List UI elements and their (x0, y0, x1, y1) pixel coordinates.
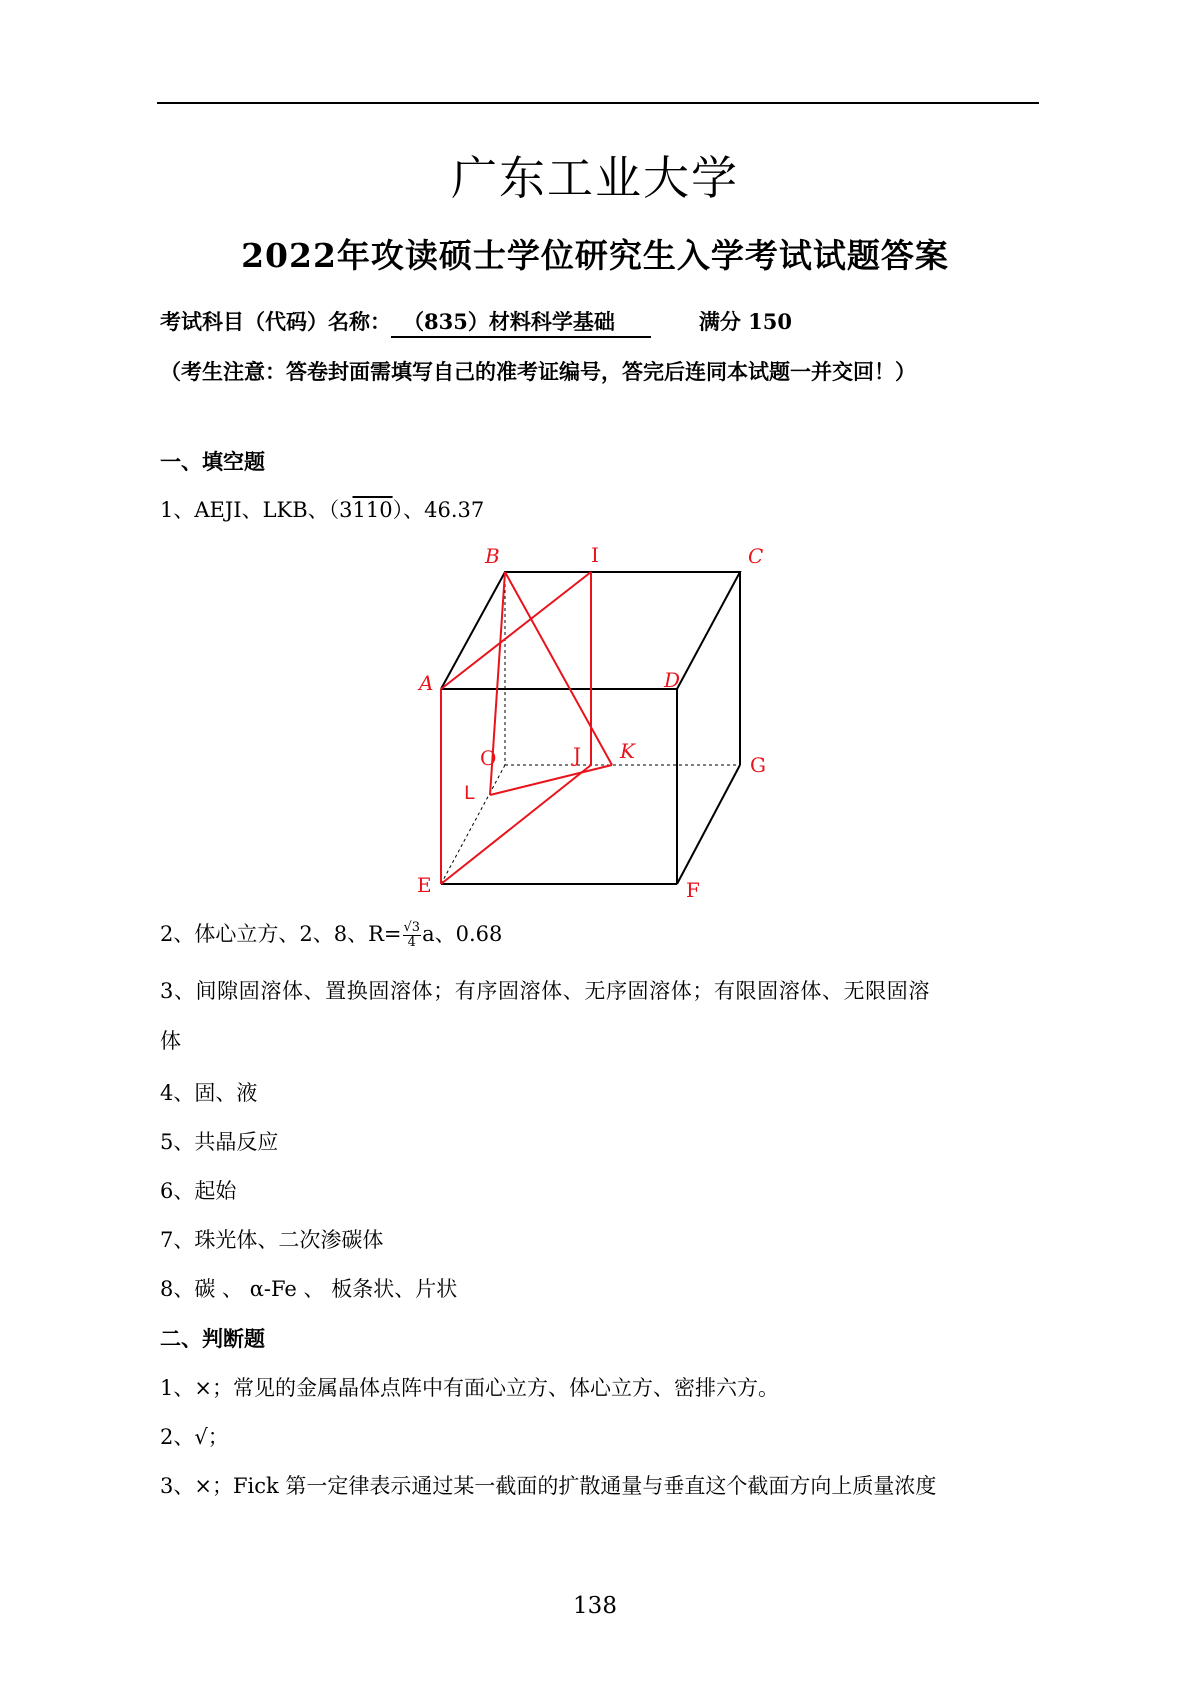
answer-1-1 (160, 494, 484, 524)
label-a: A (419, 671, 434, 695)
answer-1-5: 5、共晶反应 (160, 1130, 279, 1154)
fraction-sqrt3-over-4 (403, 921, 422, 950)
section-heading-true-false: 二、判断题 (160, 1326, 265, 1351)
answer-1-2 (160, 918, 502, 950)
answer-1-8: 8、碳 、 α-Fe 、 板条状、片状 (160, 1277, 458, 1301)
subject-score: 满分 150 (698, 309, 792, 334)
label-c: C (748, 544, 764, 568)
exam-notice: （考生注意：答卷封面需填写自己的准考证编号，答完后连同本试题一并交回！） (160, 359, 916, 384)
plane-edge-ai (441, 572, 591, 689)
label-i: I (591, 543, 599, 567)
label-l: L (464, 782, 475, 804)
cube-bottom-right-edge (677, 765, 740, 884)
answer-1-4: 4、固、液 (160, 1081, 258, 1105)
answer-2-1: 1、×；常见的金属晶体点阵中有面心立方、体心立方、密排六方。 (160, 1376, 779, 1400)
answer-1-2-prefix: 2、体心立方、2、8、R= (160, 922, 402, 946)
page-subtitle: 2022年攻读硕士学位研究生入学考试试题答案 (241, 236, 949, 275)
subject-label: 考试科目（代码）名称： (160, 309, 391, 334)
page-number: 138 (573, 1593, 617, 1619)
label-d: D (664, 668, 681, 692)
plane-edge-lk (490, 765, 612, 795)
answer-1-7: 7、珠光体、二次渗碳体 (160, 1228, 384, 1252)
label-b: B (485, 544, 500, 568)
section-heading-fill-blank: 一、填空题 (160, 449, 265, 474)
answer-2-3: 3、×；Fick 第一定律表示通过某一截面的扩散通量与垂直这个截面方向上质量浓度 (160, 1474, 937, 1498)
subject-value: （835）材料科学基础 (391, 306, 651, 338)
fraction-denominator: 4 (407, 935, 416, 950)
page-title: 广东工业大学 (451, 151, 739, 205)
answer-1-3 (160, 966, 1040, 1066)
fraction-numerator: √3 (403, 920, 421, 935)
plane-edge-bk (505, 572, 612, 765)
answer-1-6: 6、起始 (160, 1179, 237, 1203)
answer-1-3-line1: 3、间隙固溶体、置换固溶体；有序固溶体、无序固溶体；有限固溶体、无限固溶 (160, 979, 930, 1003)
label-o: O (480, 746, 497, 770)
top-rule (157, 102, 1039, 104)
answer-1-3-line2: 体 (160, 1029, 182, 1053)
label-g: G (750, 753, 766, 777)
label-f: F (686, 878, 700, 900)
label-j: J (573, 743, 582, 767)
subject-line (160, 306, 792, 338)
label-k: K (620, 739, 635, 763)
answer-2-2: 2、√； (160, 1425, 229, 1449)
answer-1-2-suffix: a、0.68 (422, 922, 503, 946)
crystal-cube-figure (405, 540, 785, 904)
answer-1-1-suffix: ）、46.37 (392, 498, 485, 522)
crystal-cube-svg (405, 540, 785, 900)
label-e: E (417, 873, 432, 897)
answer-1-1-prefix: 1、AEJI、LKB、（3 (160, 498, 353, 522)
red-plane-lines (441, 572, 612, 884)
answer-1-1-overline: 110 (352, 498, 393, 522)
